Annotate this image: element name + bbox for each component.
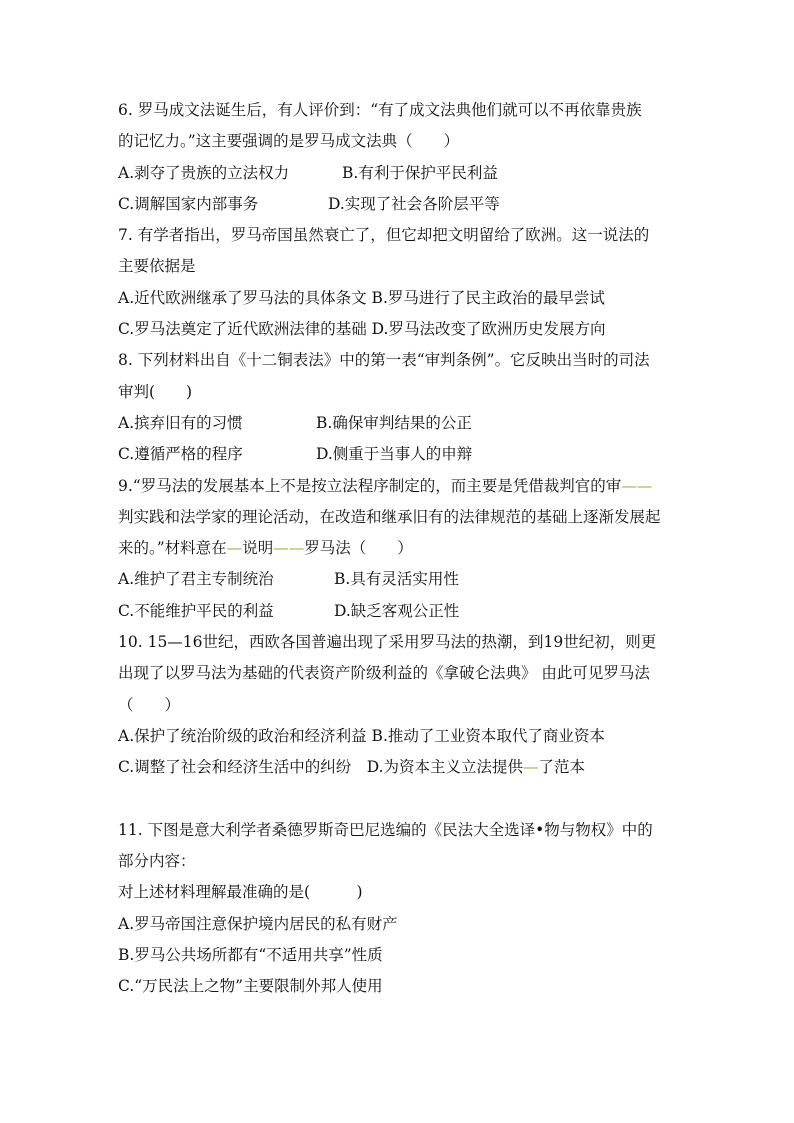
accent-dash: — bbox=[226, 539, 243, 558]
question-9-options-row-2 bbox=[118, 596, 678, 627]
question-10 bbox=[118, 627, 678, 783]
question-6 bbox=[118, 95, 678, 220]
stem-text: 说明 bbox=[242, 539, 274, 558]
question-9 bbox=[118, 471, 678, 627]
question-8-stem-line-1: 8. 下列材料出自《十二铜表法》中的第一表“审判条例”。它反映出当时的司法 bbox=[118, 351, 650, 370]
question-10-stem-line-3: （ ） bbox=[118, 695, 181, 714]
accent-dash: —— bbox=[273, 539, 305, 558]
question-8 bbox=[118, 345, 678, 470]
question-8-stem-line-2: 审判( ) bbox=[118, 382, 193, 401]
question-list bbox=[118, 95, 678, 1003]
option-text: C.调整了社会和经济生活中的纠纷 D.为资本主义立法提供 bbox=[118, 758, 524, 777]
accent-dash: — bbox=[523, 758, 539, 777]
stem-text: 9.“罗马法的发展基本上不是按立法程序制定的，而主要是凭借裁判官的审 bbox=[118, 476, 622, 495]
option-a[interactable]: A.维护了君主专制统治 bbox=[118, 570, 274, 589]
question-8-options-row-1 bbox=[118, 408, 678, 439]
question-6-options-row-2 bbox=[118, 189, 678, 220]
question-7 bbox=[118, 220, 678, 345]
option-d[interactable]: D.实现了社会各阶层平等 bbox=[328, 194, 500, 213]
option-b[interactable]: B.具有灵活实用性 bbox=[334, 570, 459, 589]
question-9-options-row-1 bbox=[118, 564, 678, 595]
question-7-stem-line-2: 主要依据是 bbox=[118, 257, 196, 276]
question-6-options-row-1 bbox=[118, 158, 678, 189]
question-7-stem-line-1: 7. 有学者指出，罗马帝国虽然衰亡了，但它却把文明留给了欧洲。这一说法的 bbox=[118, 226, 650, 245]
question-6-stem-line-1: 6. 罗马成文法诞生后，有人评价到：“有了成文法典他们就可以不再依靠贵族 bbox=[118, 101, 642, 119]
option-a[interactable]: A.剥夺了贵族的立法权力 bbox=[118, 163, 290, 182]
option-b[interactable]: B.确保审判结果的公正 bbox=[316, 413, 472, 432]
question-10-options-row-1[interactable]: A.保护了统治阶级的政治和经济利益 B.推动了工业资本取代了商业资本 bbox=[118, 726, 605, 745]
stem-text: 罗马法（ ） bbox=[304, 539, 413, 558]
option-c[interactable]: C.调解国家内部事务 bbox=[118, 194, 259, 213]
option-d[interactable]: D.侧重于当事人的申辩 bbox=[316, 445, 473, 464]
question-11-option-c[interactable]: C.“万民法上之物”主要限制外邦人使用 bbox=[118, 977, 383, 996]
question-9-stem-line-3 bbox=[118, 533, 678, 564]
question-9-stem-line-1 bbox=[118, 471, 678, 502]
accent-dash: —— bbox=[621, 476, 653, 495]
question-6-stem-line-2: 的记忆力。”这主要强调的是罗马成文法典（ ） bbox=[118, 132, 460, 151]
question-11-stem-line-2: 部分内容： bbox=[118, 852, 196, 871]
question-9-stem-line-2: 判实践和法学家的理论活动，在改造和继承旧有的法律规范的基础上逐渐发展起 bbox=[118, 507, 661, 526]
option-text: 了范本 bbox=[538, 758, 586, 777]
option-d[interactable]: D.缺乏客观公正性 bbox=[334, 601, 460, 620]
question-8-options-row-2 bbox=[118, 439, 678, 470]
blank-spacer bbox=[118, 784, 678, 815]
question-7-options-row-1[interactable]: A.近代欧洲继承了罗马法的具体条文 B.罗马进行了民主政治的最早尝试 bbox=[118, 288, 605, 307]
question-11 bbox=[118, 815, 678, 1003]
stem-text: 来的。”材料意在 bbox=[118, 539, 227, 558]
option-b[interactable]: B.有利于保护平民利益 bbox=[342, 163, 498, 182]
option-c[interactable]: C.遵循严格的程序 bbox=[118, 445, 243, 464]
option-a[interactable]: A.摈弃旧有的习惯 bbox=[118, 413, 243, 432]
question-10-stem-line-1: 10. 15—16世纪，西欧各国普遍出现了采用罗马法的热潮，到19世纪初，则更 bbox=[118, 633, 657, 652]
question-11-option-b[interactable]: B.罗马公共场所都有“不适用共享”性质 bbox=[118, 946, 383, 965]
question-11-option-a[interactable]: A.罗马帝国注意保护境内居民的私有财产 bbox=[118, 914, 398, 933]
question-10-stem-line-2: 出现了以罗马法为基础的代表资产阶级利益的《拿破仑法典》 由此可见罗马法 bbox=[118, 664, 650, 683]
question-11-stem-line-3: 对上述材料理解最准确的是( ) bbox=[118, 883, 363, 902]
question-7-options-row-2[interactable]: C.罗马法奠定了近代欧洲法律的基础 D.罗马法改变了欧洲历史发展方向 bbox=[118, 320, 606, 339]
option-c[interactable]: C.不能维护平民的利益 bbox=[118, 601, 274, 620]
question-10-options-row-2[interactable] bbox=[118, 752, 678, 783]
question-11-stem-line-1: 11. 下图是意大利学者桑德罗斯奇巴尼选编的《民法大全选译•物与物权》中的 bbox=[118, 820, 653, 839]
